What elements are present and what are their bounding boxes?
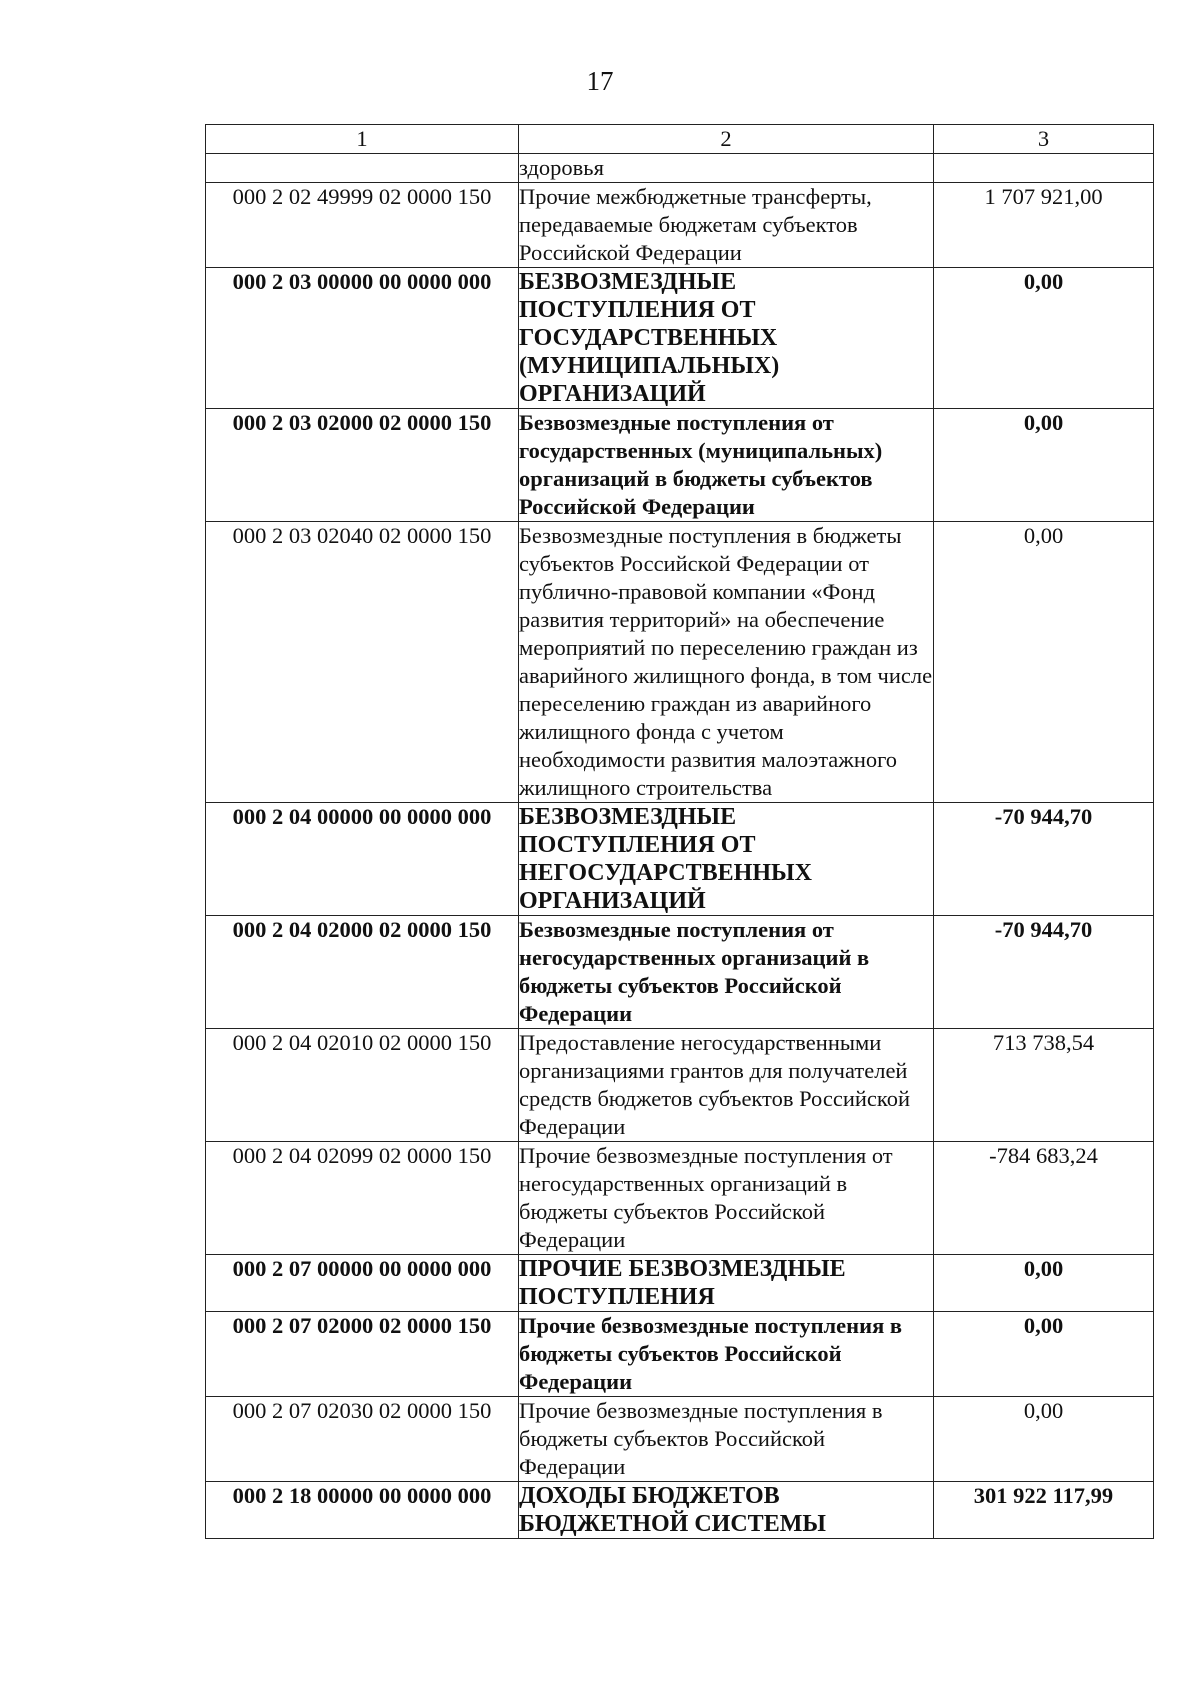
revenue-name-cell: ДОХОДЫ БЮДЖЕТОВ БЮДЖЕТНОЙ СИСТЕМЫ — [519, 1482, 934, 1539]
table-row — [206, 1482, 1154, 1539]
amount-cell — [934, 154, 1154, 183]
amount-cell: 0,00 — [934, 268, 1154, 409]
revenue-name-cell: БЕЗВОЗМЕЗДНЫЕ ПОСТУПЛЕНИЯ ОТ ГОСУДАРСТВЕННЫХ (МУНИЦИПАЛЬНЫХ) ОРГАНИЗАЦИЙ — [519, 268, 934, 409]
table-row — [206, 803, 1154, 916]
table-row — [206, 1397, 1154, 1482]
table-row — [206, 1312, 1154, 1397]
amount-cell: 713 738,54 — [934, 1029, 1154, 1142]
kbk-code-cell: 000 2 07 02030 02 0000 150 — [206, 1397, 519, 1482]
kbk-code-cell: 000 2 03 02040 02 0000 150 — [206, 522, 519, 803]
amount-cell: 1 707 921,00 — [934, 183, 1154, 268]
table-row — [206, 916, 1154, 1029]
kbk-code-cell: 000 2 07 02000 02 0000 150 — [206, 1312, 519, 1397]
kbk-code-cell: 000 2 03 02000 02 0000 150 — [206, 409, 519, 522]
amount-cell: 0,00 — [934, 522, 1154, 803]
table-row — [206, 183, 1154, 268]
kbk-code-cell: 000 2 03 00000 00 0000 000 — [206, 268, 519, 409]
column-header-1: 1 — [206, 125, 519, 154]
amount-cell: 0,00 — [934, 1397, 1154, 1482]
budget-revenue-table — [205, 124, 1154, 1539]
table-header-row — [206, 125, 1154, 154]
amount-cell: 301 922 117,99 — [934, 1482, 1154, 1539]
amount-cell: -784 683,24 — [934, 1142, 1154, 1255]
revenue-name-cell: Прочие безвозмездные поступления в бюджеты субъектов Российской Федерации — [519, 1397, 934, 1482]
table-row — [206, 154, 1154, 183]
revenue-name-cell: Безвозмездные поступления в бюджеты субъектов Российской Федерации от публично-правовой компании «Фонд развития территорий» на обеспечение мероприятий по переселению граждан из аварийного жилищного фонда, в том числе переселению граждан из аварийного жилищного фонда с учетом необходимости развития малоэтажного жилищного строительства — [519, 522, 934, 803]
amount-cell: 0,00 — [934, 1312, 1154, 1397]
amount-cell: -70 944,70 — [934, 803, 1154, 916]
amount-cell: 0,00 — [934, 1255, 1154, 1312]
table-row — [206, 522, 1154, 803]
revenue-name-cell: Безвозмездные поступления от государственных (муниципальных) организаций в бюджеты субъектов Российской Федерации — [519, 409, 934, 522]
table-row — [206, 1142, 1154, 1255]
table-row — [206, 409, 1154, 522]
revenue-name-cell: ПРОЧИЕ БЕЗВОЗМЕЗДНЫЕ ПОСТУПЛЕНИЯ — [519, 1255, 934, 1312]
amount-cell: -70 944,70 — [934, 916, 1154, 1029]
kbk-code-cell: 000 2 18 00000 00 0000 000 — [206, 1482, 519, 1539]
kbk-code-cell: 000 2 02 49999 02 0000 150 — [206, 183, 519, 268]
table-row — [206, 1029, 1154, 1142]
column-header-2: 2 — [519, 125, 934, 154]
revenue-name-cell: БЕЗВОЗМЕЗДНЫЕ ПОСТУПЛЕНИЯ ОТ НЕГОСУДАРСТВЕННЫХ ОРГАНИЗАЦИЙ — [519, 803, 934, 916]
kbk-code-cell: 000 2 04 02010 02 0000 150 — [206, 1029, 519, 1142]
revenue-name-cell: Прочие межбюджетные трансферты, передаваемые бюджетам субъектов Российской Федерации — [519, 183, 934, 268]
revenue-name-cell: Безвозмездные поступления от негосударственных организаций в бюджеты субъектов Российской Федерации — [519, 916, 934, 1029]
kbk-code-cell: 000 2 04 02099 02 0000 150 — [206, 1142, 519, 1255]
kbk-code-cell: 000 2 04 00000 00 0000 000 — [206, 803, 519, 916]
revenue-name-cell: Предоставление негосударственными организациями грантов для получателей средств бюджетов субъектов Российской Федерации — [519, 1029, 934, 1142]
page-number: 17 — [586, 66, 614, 96]
amount-cell: 0,00 — [934, 409, 1154, 522]
table-row — [206, 1255, 1154, 1312]
column-header-3: 3 — [934, 125, 1154, 154]
kbk-code-cell: 000 2 07 00000 00 0000 000 — [206, 1255, 519, 1312]
table-body — [206, 154, 1154, 1539]
table-row — [206, 268, 1154, 409]
kbk-code-cell — [206, 154, 519, 183]
revenue-name-cell: Прочие безвозмездные поступления от негосударственных организаций в бюджеты субъектов Российской Федерации — [519, 1142, 934, 1255]
revenue-name-cell: здоровья — [519, 154, 934, 183]
revenue-name-cell: Прочие безвозмездные поступления в бюджеты субъектов Российской Федерации — [519, 1312, 934, 1397]
kbk-code-cell: 000 2 04 02000 02 0000 150 — [206, 916, 519, 1029]
